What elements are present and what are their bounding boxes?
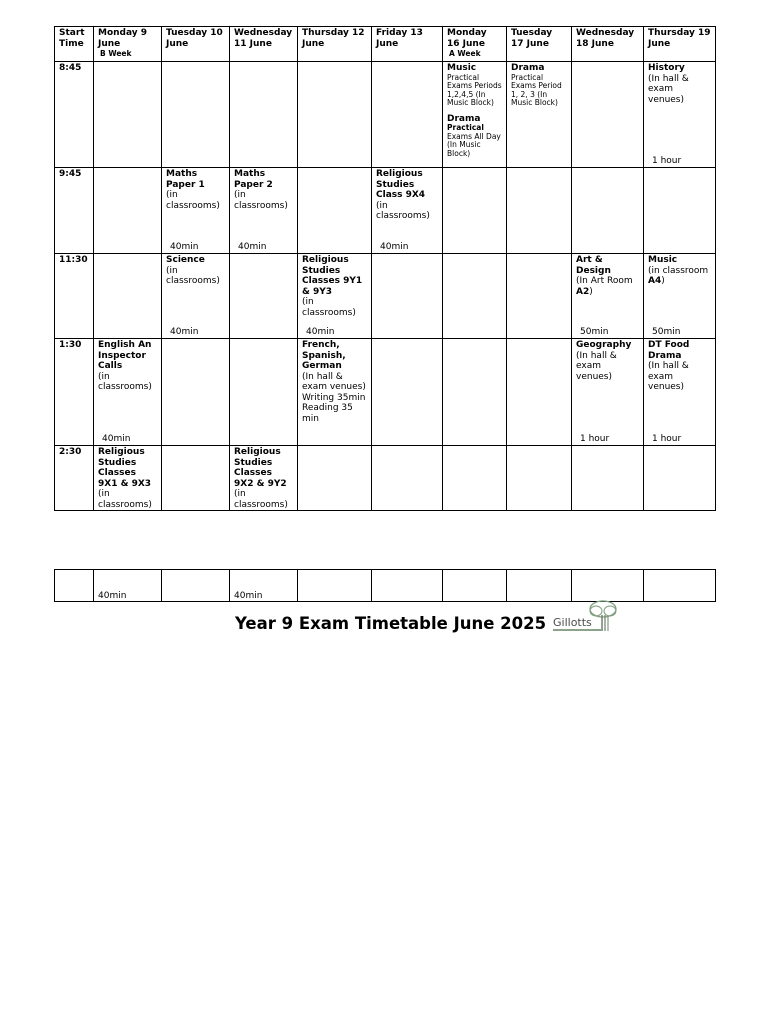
- page-title: Year 9 Exam Timetable June 2025: [235, 614, 547, 633]
- exam-cell-content: [648, 340, 711, 445]
- exam-duration: 50min: [652, 326, 681, 337]
- empty-cell: [55, 570, 94, 602]
- empty-cell: [507, 446, 572, 511]
- exam-venue: [234, 190, 293, 211]
- exam-venue-text: (in classroom: [648, 265, 709, 276]
- day-header: [162, 27, 230, 62]
- day-header: [94, 27, 162, 62]
- exam-cell: [230, 168, 298, 254]
- empty-cell: [230, 254, 298, 339]
- exam-duration: 40min: [98, 590, 127, 601]
- exam-venue-text: (in classrooms): [98, 489, 152, 510]
- empty-cell: [572, 62, 644, 168]
- start-time: 9:45: [55, 168, 94, 254]
- empty-cell: [94, 254, 162, 339]
- day-header: [443, 27, 507, 62]
- exam-subject: English An Inspector Calls: [98, 340, 152, 371]
- exam-venue: [648, 266, 711, 287]
- exam-subject: Music: [447, 63, 477, 73]
- start-time: 11:30: [55, 254, 94, 339]
- exam-cell-content: [234, 447, 293, 510]
- empty-cell: [443, 570, 507, 602]
- exam-duration: 40min: [238, 241, 267, 252]
- timetable-row: [55, 339, 716, 446]
- exam-venue-text: (in classrooms): [234, 489, 288, 510]
- day-header: [372, 27, 443, 62]
- exam-venue: [98, 489, 157, 510]
- exam-cell-content: [376, 169, 438, 253]
- day-header-label: Monday 9 June: [98, 28, 148, 49]
- empty-cell: [572, 570, 644, 602]
- empty-cell: [507, 570, 572, 602]
- exam-venue-text: (In hall & exam venues): [648, 73, 689, 105]
- exam-cell: [230, 446, 298, 511]
- logo-underline: [553, 629, 603, 631]
- exam-timetable: [54, 26, 716, 511]
- empty-cell: [94, 62, 162, 168]
- empty-cell: [372, 62, 443, 168]
- empty-cell: [372, 254, 443, 339]
- timetable-row: [55, 62, 716, 168]
- exam-subject: Art & Design: [576, 255, 611, 276]
- exam-venue: [302, 372, 367, 393]
- start-time-header: [55, 27, 94, 62]
- timetable-row: [55, 446, 716, 511]
- exam-subject: Geography: [576, 340, 632, 350]
- exam-subject: Religious Studies Classes 9X2 & 9Y2: [234, 447, 287, 489]
- day-header-label: Monday 16 June: [447, 28, 487, 49]
- empty-cell: [162, 570, 230, 602]
- empty-cell: [230, 339, 298, 446]
- exam-room: A2: [576, 286, 590, 297]
- exam-venue: [648, 74, 711, 106]
- exam-duration: 40min: [306, 326, 335, 337]
- exam-venue: [98, 372, 157, 393]
- exam-cell: [644, 339, 716, 446]
- day-header-label: Friday 13 June: [376, 28, 423, 49]
- exam-duration-cell: [230, 570, 298, 602]
- week-label: B Week: [100, 49, 132, 58]
- day-header-label: Thursday 19 June: [648, 28, 711, 49]
- empty-cell: [443, 339, 507, 446]
- exam-cell-content: [166, 169, 225, 253]
- empty-cell: [507, 254, 572, 339]
- empty-cell: [572, 446, 644, 511]
- empty-cell: [298, 62, 372, 168]
- exam-venue: [648, 361, 711, 393]
- exam-detail: Practical Exams Period 1, 2, 3 (In Music Block): [511, 72, 562, 107]
- exam-cell: [298, 254, 372, 339]
- exam-venue-text: (in classrooms): [302, 297, 356, 318]
- exam-duration: 1 hour: [652, 433, 682, 444]
- exam-cell-content: [648, 63, 711, 167]
- empty-cell: [443, 254, 507, 339]
- exam-venue-text: (in classrooms): [166, 265, 220, 286]
- empty-cell: [572, 168, 644, 254]
- timetable-row: [55, 168, 716, 254]
- exam-cell-content: [98, 447, 157, 510]
- exam-venue-text: (in classrooms): [166, 190, 220, 211]
- exam-subject: Maths Paper 1: [166, 169, 205, 190]
- exam-detail-bold: Practical: [447, 123, 484, 132]
- exam-duration: 40min: [102, 433, 131, 444]
- exam-cell-content: [302, 255, 367, 338]
- exam-venue-text: (In Art Room: [576, 276, 633, 286]
- exam-subject: DT Food Drama: [648, 340, 690, 361]
- exam-cell-content: [511, 63, 567, 167]
- exam-cell: [443, 62, 507, 168]
- exam-duration: 1 hour: [580, 433, 610, 444]
- exam-cell-content: [576, 340, 639, 445]
- day-header-label: Tuesday 17 June: [511, 28, 553, 49]
- exam-duration: 50min: [580, 326, 609, 337]
- day-header: [230, 27, 298, 62]
- exam-venue-text: (In hall & exam venues): [576, 350, 617, 382]
- exam-cell: [572, 339, 644, 446]
- day-header-label: Tuesday 10 June: [166, 28, 223, 49]
- day-header-label: Wednesday 18 June: [576, 28, 635, 49]
- empty-cell: [372, 446, 443, 511]
- exam-duration-cell: [94, 570, 162, 602]
- timetable-continuation: [54, 569, 716, 602]
- exam-cell: [507, 62, 572, 168]
- day-header-label: Wednesday 11 June: [234, 28, 293, 49]
- exam-cell: [644, 254, 716, 339]
- empty-cell: [298, 446, 372, 511]
- start-time: 1:30: [55, 339, 94, 446]
- day-header: [644, 27, 716, 62]
- start-time: 2:30: [55, 446, 94, 511]
- day-header: [572, 27, 644, 62]
- exam-venue: [302, 297, 367, 318]
- exam-cell-content: [447, 63, 502, 167]
- empty-cell: [372, 339, 443, 446]
- empty-cell: [162, 62, 230, 168]
- exam-subject: Drama: [511, 63, 545, 73]
- exam-cell-content: [234, 169, 293, 253]
- exam-subject: Religious Studies Classes 9X1 & 9X3: [98, 447, 152, 489]
- exam-duration: 40min: [170, 241, 199, 252]
- empty-cell: [230, 62, 298, 168]
- exam-extra: Writing 35min Reading 35 min: [302, 392, 366, 424]
- exam-venue: [166, 190, 225, 211]
- empty-cell: [298, 168, 372, 254]
- exam-duration: 40min: [380, 241, 409, 252]
- exam-venue-close: ): [589, 286, 593, 297]
- exam-cell: [162, 168, 230, 254]
- empty-cell: [507, 339, 572, 446]
- exam-subject: Maths Paper 2: [234, 169, 273, 190]
- exam-venue: [234, 489, 293, 510]
- day-header: [507, 27, 572, 62]
- exam-cell: [644, 62, 716, 168]
- empty-cell: [443, 446, 507, 511]
- empty-cell: [372, 570, 443, 602]
- empty-cell: [443, 168, 507, 254]
- exam-cell-content: [648, 255, 711, 338]
- exam-cell: [94, 339, 162, 446]
- header-row: [55, 27, 716, 62]
- exam-venue-text: (in classrooms): [376, 200, 430, 221]
- exam-cell: [372, 168, 443, 254]
- exam-subject: Music: [648, 255, 678, 265]
- timetable-row: [55, 254, 716, 339]
- day-header-label: Thursday 12 June: [302, 28, 365, 49]
- exam-venue: [576, 351, 639, 383]
- empty-cell: [644, 570, 716, 602]
- day-header-label: Start Time: [59, 28, 85, 49]
- exam-venue-text: (in classrooms): [234, 190, 288, 211]
- logo-wordmark: Gillotts: [553, 616, 592, 629]
- exam-room: A4: [648, 276, 662, 286]
- exam-detail: Practical Exams Periods 1,2,4,5 (In Music Block): [447, 72, 502, 107]
- empty-cell: [94, 168, 162, 254]
- day-header: [298, 27, 372, 62]
- start-time: 8:45: [55, 62, 94, 168]
- exam-subject: History: [648, 63, 685, 73]
- exam-detail: Exams All Day (In Music Block): [447, 131, 501, 158]
- exam-cell: [572, 254, 644, 339]
- exam-cell: [162, 254, 230, 339]
- exam-venue-text: (in classrooms): [98, 371, 152, 392]
- empty-cell: [507, 168, 572, 254]
- exam-cell-content: [166, 255, 225, 338]
- exam-duration: 1 hour: [652, 155, 682, 166]
- exam-subject: Science: [166, 255, 205, 265]
- exam-duration: 40min: [170, 326, 199, 337]
- school-logo: [553, 600, 623, 634]
- exam-cell: [94, 446, 162, 511]
- exam-venue: [376, 201, 438, 222]
- exam-cell: [298, 339, 372, 446]
- exam-subject: French, Spanish, German: [302, 340, 346, 371]
- exam-subject: Religious Studies Class 9X4: [376, 169, 426, 200]
- week-label: A Week: [449, 49, 481, 58]
- exam-venue: [166, 266, 225, 287]
- exam-cell-content: [98, 340, 157, 445]
- empty-cell: [644, 168, 716, 254]
- continuation-row: [55, 570, 716, 602]
- exam-venue-text: (In hall & exam venues): [648, 361, 689, 392]
- exam-subject: Religious Studies Classes 9Y1 & 9Y3: [302, 255, 363, 297]
- exam-venue-close: ): [661, 276, 665, 286]
- exam-subject: Drama: [447, 113, 481, 124]
- exam-cell-content: [576, 255, 639, 338]
- exam-venue-text: (In hall & exam venues): [302, 371, 366, 392]
- empty-cell: [644, 446, 716, 511]
- exam-cell-content: [302, 340, 367, 445]
- exam-venue: [576, 276, 639, 297]
- empty-cell: [298, 570, 372, 602]
- empty-cell: [162, 339, 230, 446]
- exam-duration: 40min: [234, 590, 263, 601]
- empty-cell: [162, 446, 230, 511]
